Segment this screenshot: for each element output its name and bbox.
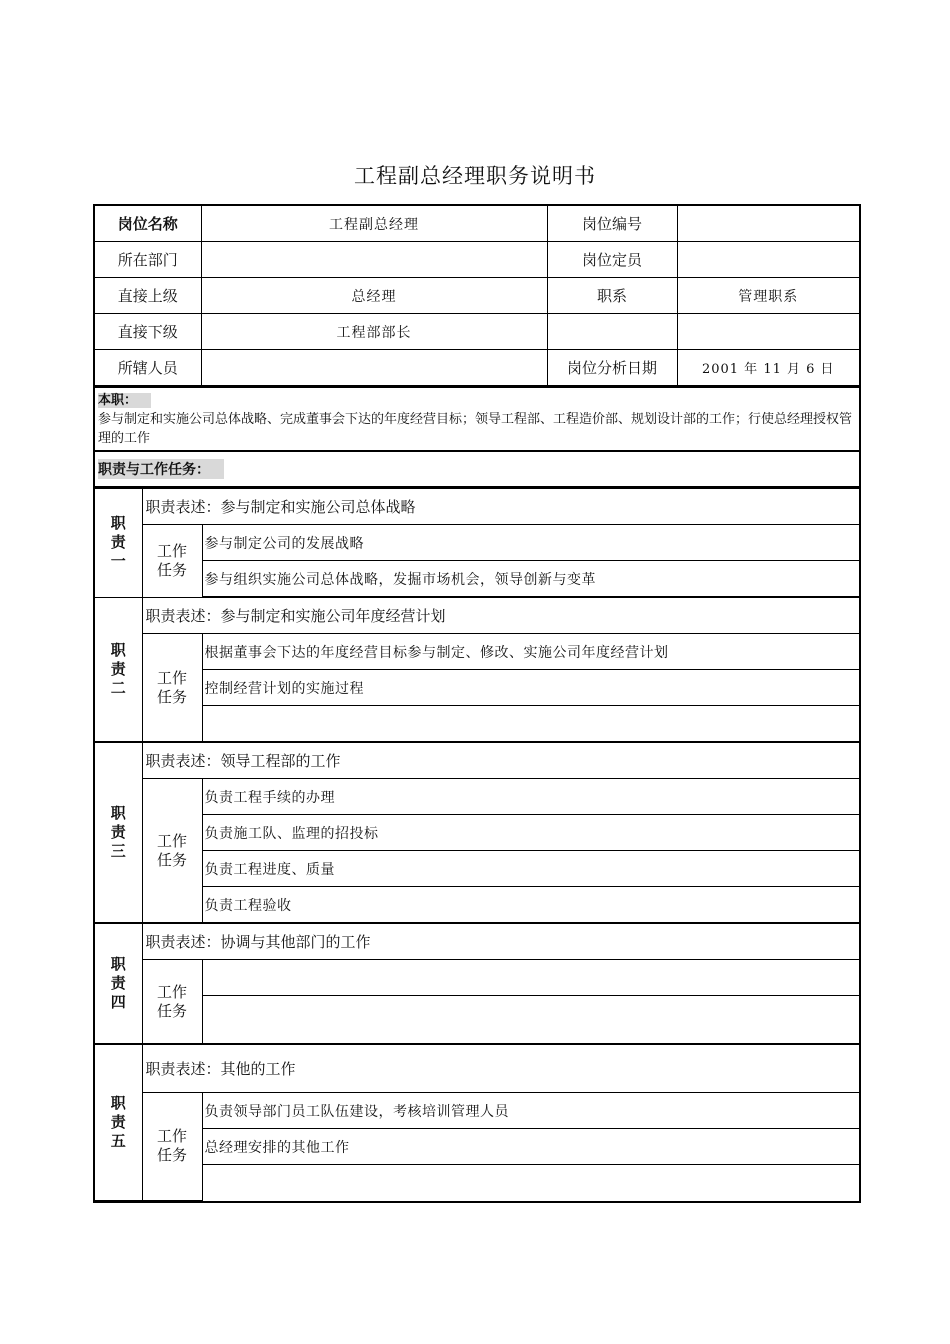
- label-analysis-date: 岗位分析日期: [547, 350, 677, 386]
- duty-description: 职责表述：协调与其他部门的工作: [142, 923, 859, 960]
- value-job-family: 管理职系: [677, 278, 859, 314]
- value-department: [201, 242, 547, 278]
- label-position-code: 岗位编号: [547, 205, 677, 242]
- empty-label-cell: [547, 314, 677, 350]
- job-description-form: [93, 204, 861, 1203]
- task-row: [95, 887, 859, 924]
- duty-desc-row: [95, 923, 859, 960]
- task-item: [202, 1165, 859, 1201]
- task-item: 负责工程进度、质量: [202, 851, 859, 887]
- info-row-staff: [95, 350, 859, 386]
- duty-desc-row: [95, 742, 859, 779]
- basic-info-table: [95, 204, 859, 386]
- task-row: [95, 670, 859, 706]
- task-item: [202, 706, 859, 743]
- task-item: [202, 960, 859, 996]
- benzhi-text: 参与制定和实施公司总体战略、完成董事会下达的年度经营目标；领导工程部、工程造价部、规划设计部的工作；行使总经理授权管理的工作: [98, 412, 853, 446]
- task-row: [95, 1165, 859, 1201]
- task-item: [202, 996, 859, 1045]
- duty-label: 职责五: [95, 1044, 142, 1200]
- label-direct-subordinate: 直接下级: [95, 314, 201, 350]
- value-direct-superior: 总经理: [201, 278, 547, 314]
- task-row: [95, 1093, 859, 1129]
- task-label: 工作任务: [142, 779, 202, 924]
- task-row: [95, 851, 859, 887]
- task-row: [95, 996, 859, 1045]
- duty-desc-row: [95, 597, 859, 634]
- value-analysis-date: 2001 年 11 月 6 日: [677, 350, 859, 386]
- duties-header-label: 职责与工作任务：: [98, 459, 224, 479]
- task-item: 控制经营计划的实施过程: [202, 670, 859, 706]
- duty-label: 职责三: [95, 742, 142, 923]
- task-item: 参与制定公司的发展战略: [202, 525, 859, 561]
- task-item: 负责工程手续的办理: [202, 779, 859, 815]
- duty-label: 职责二: [95, 597, 142, 742]
- task-item: 负责工程验收: [202, 887, 859, 924]
- value-staff: [201, 350, 547, 386]
- label-headcount: 岗位定员: [547, 242, 677, 278]
- duty-label: 职责四: [95, 923, 142, 1044]
- task-row: [95, 960, 859, 996]
- value-position-name: 工程副总经理: [201, 205, 547, 242]
- task-item: 参与组织实施公司总体战略，发掘市场机会，领导创新与变革: [202, 561, 859, 598]
- label-staff: 所辖人员: [95, 350, 201, 386]
- task-row: [95, 706, 859, 743]
- duty-desc-row: [95, 489, 859, 525]
- value-direct-subordinate: 工程部部长: [201, 314, 547, 350]
- label-direct-superior: 直接上级: [95, 278, 201, 314]
- info-row-superior: [95, 278, 859, 314]
- task-item: 负责施工队、监理的招投标: [202, 815, 859, 851]
- document-title: 工程副总经理职务说明书: [354, 164, 596, 188]
- info-row-department: [95, 242, 859, 278]
- label-position-name: 岗位名称: [95, 205, 201, 242]
- task-row: [95, 561, 859, 598]
- duties-header: [95, 450, 859, 488]
- task-label: 工作任务: [142, 960, 202, 1045]
- task-row: [95, 779, 859, 815]
- empty-value-cell: [677, 314, 859, 350]
- task-item: 根据董事会下达的年度经营目标参与制定、修改、实施公司年度经营计划: [202, 634, 859, 670]
- value-position-code: [677, 205, 859, 242]
- duty-description: 职责表述：参与制定和实施公司总体战略: [142, 489, 859, 525]
- task-label: 工作任务: [142, 634, 202, 743]
- duty-description: 职责表述：参与制定和实施公司年度经营计划: [142, 597, 859, 634]
- task-row: [95, 525, 859, 561]
- label-department: 所在部门: [95, 242, 201, 278]
- benzhi-section: [95, 386, 859, 450]
- task-row: [95, 815, 859, 851]
- task-item: 负责领导部门员工队伍建设，考核培训管理人员: [202, 1093, 859, 1129]
- duty-desc-row: [95, 1044, 859, 1093]
- info-row-subordinate: [95, 314, 859, 350]
- info-row-position: [95, 205, 859, 242]
- task-row: [95, 634, 859, 670]
- label-job-family: 职系: [547, 278, 677, 314]
- task-label: 工作任务: [142, 1093, 202, 1201]
- duty-description: 职责表述：领导工程部的工作: [142, 742, 859, 779]
- task-item: 总经理安排的其他工作: [202, 1129, 859, 1165]
- duties-table: [95, 488, 859, 1201]
- value-headcount: [677, 242, 859, 278]
- task-row: [95, 1129, 859, 1165]
- benzhi-label: 本职：: [98, 393, 151, 408]
- duty-description: 职责表述：其他的工作: [142, 1044, 859, 1093]
- task-label: 工作任务: [142, 525, 202, 598]
- duty-label: 职责一: [95, 489, 142, 598]
